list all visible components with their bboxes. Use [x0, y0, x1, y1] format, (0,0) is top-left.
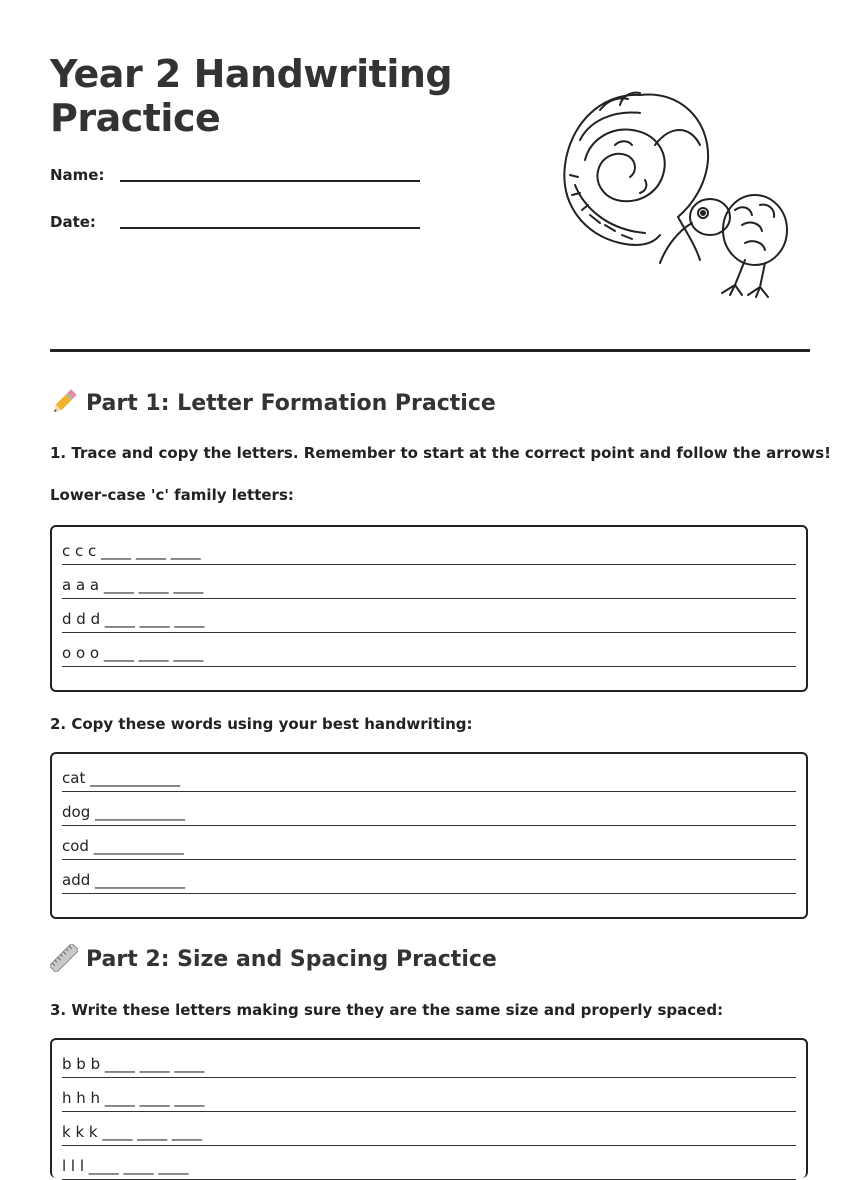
part1-title-text: Part 1: Letter Formation Practice: [86, 391, 496, 416]
practice-row[interactable]: dog ____________: [62, 799, 796, 826]
practice-row[interactable]: cod ____________: [62, 833, 796, 860]
part1-title: [50, 388, 496, 420]
practice-row[interactable]: add ____________: [62, 867, 796, 894]
practice-row[interactable]: b b b ____ ____ ____: [62, 1051, 796, 1078]
part2-title-text: Part 2: Size and Spacing Practice: [86, 947, 497, 972]
kiwi-bird-illustration: [560, 85, 790, 300]
ruler-icon: [50, 944, 78, 972]
practice-row[interactable]: c c c ____ ____ ____: [62, 538, 796, 565]
date-write-line[interactable]: [120, 227, 420, 229]
practice-row[interactable]: o o o ____ ____ ____: [62, 640, 796, 667]
question-2: 2. Copy these words using your best handwriting:: [50, 715, 473, 733]
practice-row[interactable]: l l l ____ ____ ____: [62, 1153, 796, 1180]
question-3: 3. Write these letters making sure they are the same size and properly spaced:: [50, 1001, 724, 1019]
question-1: 1. Trace and copy the letters. Remember to start at the correct point and follow the arrows!: [50, 444, 831, 462]
name-label: Name:: [50, 166, 105, 184]
practice-row[interactable]: h h h ____ ____ ____: [62, 1085, 796, 1112]
practice-row[interactable]: cat ____________: [62, 765, 796, 792]
date-label: Date:: [50, 213, 96, 231]
part2-title: [50, 944, 497, 976]
c-family-label: Lower-case 'c' family letters:: [50, 486, 294, 504]
name-field[interactable]: [50, 166, 420, 188]
practice-row[interactable]: d d d ____ ____ ____: [62, 606, 796, 633]
practice-row[interactable]: a a a ____ ____ ____: [62, 572, 796, 599]
spacing-practice-box: [50, 1038, 808, 1178]
pencil-icon: [50, 388, 78, 416]
practice-row[interactable]: k k k ____ ____ ____: [62, 1119, 796, 1146]
name-write-line[interactable]: [120, 180, 420, 182]
date-field[interactable]: [50, 213, 420, 235]
word-practice-box: [50, 752, 808, 919]
letter-practice-box: [50, 525, 808, 692]
page-title: Year 2 Handwriting Practice: [50, 52, 453, 140]
header-divider: [50, 349, 810, 352]
